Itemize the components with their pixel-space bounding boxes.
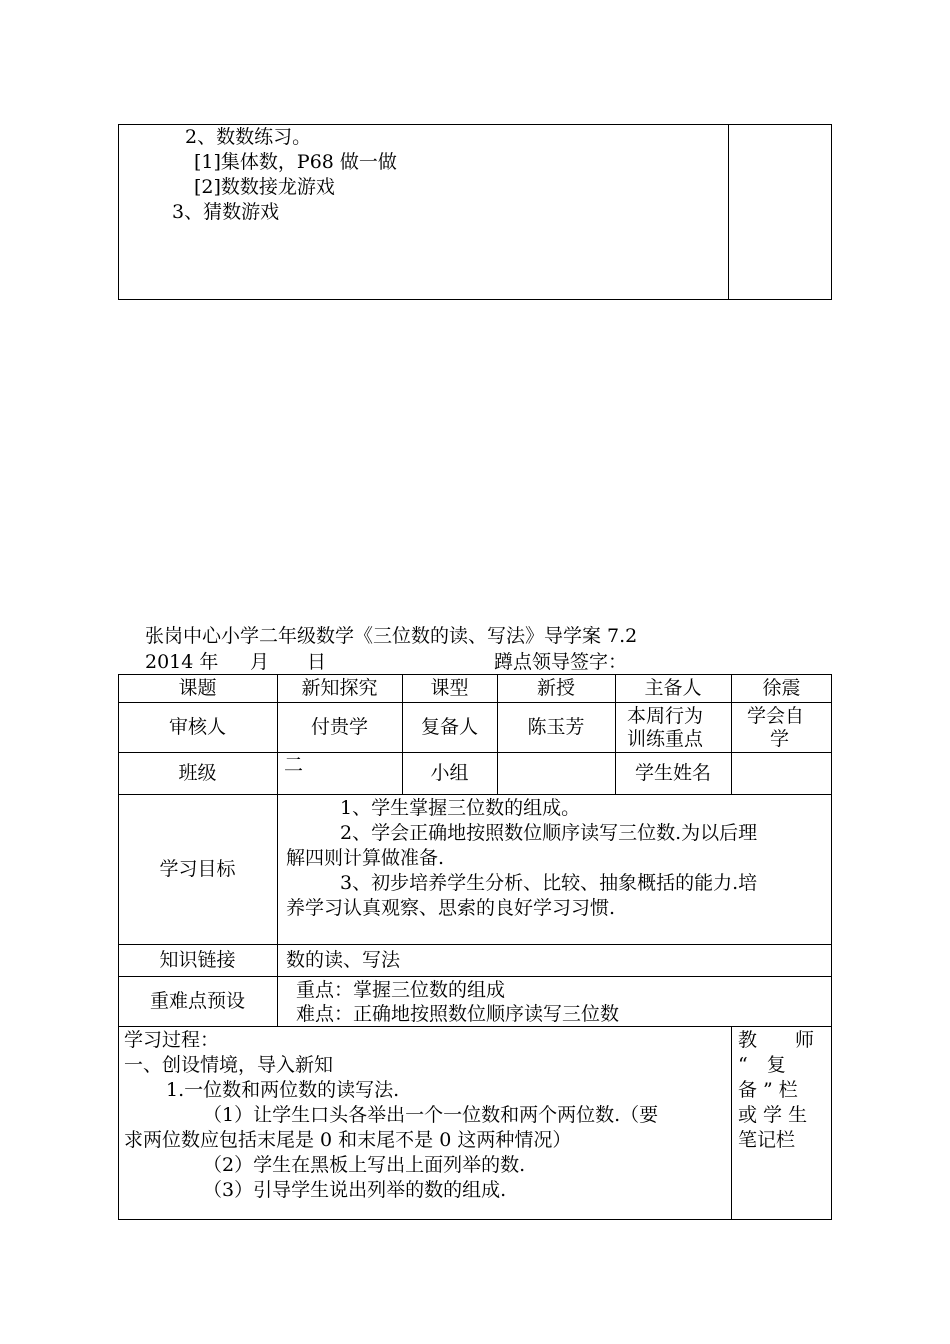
cell-reviewer-value: 付贵学 xyxy=(310,716,368,738)
cell-class-label: 班级 xyxy=(178,762,217,784)
notes-line-4: 或 学 生 xyxy=(738,1104,808,1126)
date-day: 日 xyxy=(307,651,327,673)
top-line-4: 3、猜数游戏 xyxy=(172,201,280,223)
cell-group-label: 小组 xyxy=(430,762,469,784)
cell-preparer-label: 主备人 xyxy=(644,677,702,699)
row-rule xyxy=(118,1026,832,1027)
goal-line-4: 3、初步培养学生分析、比较、抽象概括的能力.培 xyxy=(340,872,758,894)
key-line-1: 重点：掌握三位数的组成 xyxy=(296,979,506,1001)
cell-reviewer-label: 审核人 xyxy=(168,716,226,738)
process-line-5: 求两位数应包括末尾是 0 和末尾不是 0 这两种情况） xyxy=(124,1129,572,1151)
cell-focus-value-line1: 学会自 xyxy=(747,705,805,727)
cell-class-value: 二 xyxy=(284,754,304,776)
key-line-2: 难点：正确地按照数位顺序读写三位数 xyxy=(296,1003,620,1025)
notes-line-5: 笔记栏 xyxy=(738,1129,796,1151)
col-rule xyxy=(731,1026,732,1220)
process-line-3: 1.一位数和两位数的读写法. xyxy=(166,1079,400,1101)
key-label: 重难点预设 xyxy=(149,990,245,1012)
goal-line-5: 养学习认真观察、思索的良好学习习惯. xyxy=(286,897,616,919)
sign-label: 蹲点领导签字： xyxy=(494,651,628,673)
link-value: 数的读、写法 xyxy=(286,949,401,971)
process-line-4: （1）让学生口头各举出一个一位数和两个两位数.（要 xyxy=(203,1104,659,1126)
process-line-7: （3）引导学生说出列举的数的组成. xyxy=(203,1179,507,1201)
top-table-divider xyxy=(728,124,729,300)
cell-type-label: 课型 xyxy=(430,677,469,699)
goal-line-2: 2、学会正确地按照数位顺序读写三位数.为以后理 xyxy=(340,822,758,844)
notes-line-2: “ 复 xyxy=(738,1054,786,1076)
top-line-2: [1]集体数，P68 做一做 xyxy=(194,151,397,173)
process-line-1: 学习过程： xyxy=(124,1029,220,1051)
cell-copreparer-value: 陈玉芳 xyxy=(527,716,585,738)
notes-line-1: 教 师 xyxy=(738,1029,815,1051)
cell-focus-label-line1: 本周行为 xyxy=(627,705,704,727)
doc-title: 张岗中心小学二年级数学《三位数的读、写法》导学案 7.2 xyxy=(145,625,638,647)
cell-copreparer-label: 复备人 xyxy=(420,716,478,738)
top-line-3: [2]数数接龙游戏 xyxy=(194,176,335,198)
cell-topic-value: 新知探究 xyxy=(301,677,378,699)
goal-line-3: 解四则计算做准备. xyxy=(286,847,445,869)
goals-label: 学习目标 xyxy=(159,858,236,880)
top-line-1: 2、数数练习。 xyxy=(185,126,312,148)
cell-student-label: 学生姓名 xyxy=(634,762,711,784)
date-month: 月 xyxy=(250,651,270,673)
cell-focus-label-line2: 训练重点 xyxy=(627,728,704,750)
cell-group-value xyxy=(497,752,615,794)
cell-preparer-value: 徐震 xyxy=(762,677,801,699)
cell-type-value: 新授 xyxy=(536,677,575,699)
link-label: 知识链接 xyxy=(159,949,236,971)
cell-student-value xyxy=(731,752,832,794)
goal-line-1: 1、学生掌握三位数的组成。 xyxy=(340,797,581,819)
notes-line-3: 备 ” 栏 xyxy=(738,1079,798,1101)
date-year: 2014 年 xyxy=(145,651,219,673)
cell-topic-label: 课题 xyxy=(178,677,217,699)
cell-focus-value-line2: 学 xyxy=(770,728,790,750)
process-line-6: （2）学生在黑板上写出上面列举的数. xyxy=(203,1154,526,1176)
col-rule xyxy=(277,794,278,1026)
process-line-2: 一、创设情境，导入新知 xyxy=(124,1054,334,1076)
